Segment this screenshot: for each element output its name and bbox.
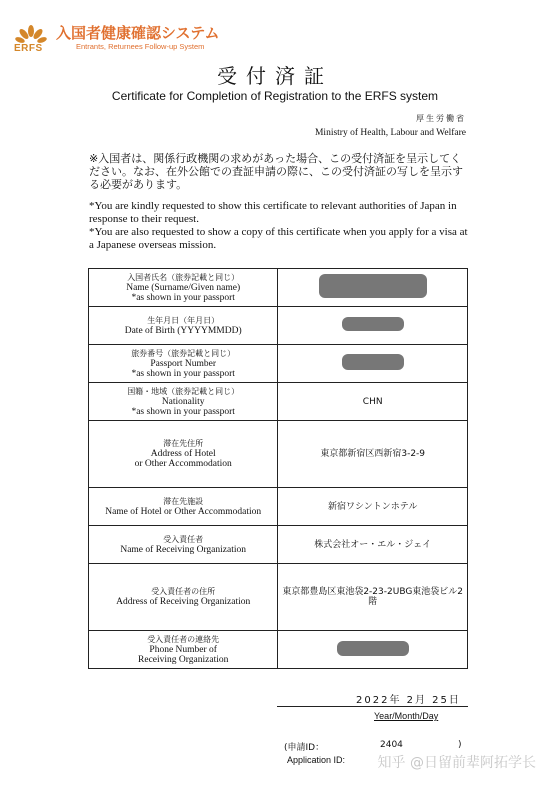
row-value-text: 株式会社オー・エル・ジェイ — [314, 539, 432, 550]
row-label-en: Passport Number — [150, 358, 217, 369]
redaction-block — [342, 354, 404, 370]
row-label-en: Date of Birth (YYYYMMDD) — [124, 325, 242, 336]
row-label-en: *as shown in your passport — [131, 368, 235, 379]
row-value-text: 新宿ワシントンホテル — [328, 501, 418, 512]
info-row — [89, 526, 468, 564]
info-row — [89, 307, 468, 345]
row-value — [278, 269, 468, 307]
row-label — [89, 488, 278, 526]
row-value — [278, 631, 468, 669]
row-label — [89, 383, 278, 421]
info-row — [89, 631, 468, 669]
notice-jp: ※入国者は、関係行政機関の求めがあった場合、この受付済証を呈示してください。なお、在外公館での査証申請の際に、この受付済証の写しを呈示する必要があります。 — [89, 152, 463, 191]
info-row — [89, 269, 468, 307]
row-label-en: Address of Hotel — [150, 449, 216, 459]
row-label-jp: 生年月日（年月日） — [147, 315, 220, 325]
row-label — [89, 631, 278, 669]
brand-name-en: Entrants, Returnees Follow-up System — [76, 42, 205, 51]
row-value — [278, 383, 468, 421]
ministry-name-jp: 厚生労働省 — [416, 114, 466, 123]
row-value — [278, 564, 468, 631]
row-value — [278, 526, 468, 564]
row-label-jp: 旅券番号（旅券記載と同じ） — [131, 348, 236, 358]
application-id-value: 2404 — [380, 740, 403, 750]
info-row — [89, 383, 468, 421]
row-label-en: *as shown in your passport — [131, 406, 235, 417]
info-row — [89, 421, 468, 488]
row-value — [278, 345, 468, 383]
row-label-en: Nationality — [161, 396, 205, 407]
date-format-label: Year/Month/Day — [374, 711, 439, 721]
redaction-block — [337, 641, 409, 656]
row-label-en: Phone Number of — [149, 644, 217, 655]
brand-name-jp: 入国者健康確認システム — [56, 24, 220, 42]
row-label-jp: 受入責任者 — [163, 534, 204, 544]
row-label-en: Name of Receiving Organization — [120, 544, 247, 555]
watermark-text: 知乎 @日留前辈阿拓学长 — [377, 755, 536, 771]
row-label — [89, 307, 278, 345]
row-value-text: 東京都豊島区東池袋2-23-2UBG東池袋ビル2階 — [282, 587, 464, 607]
row-label — [89, 345, 278, 383]
row-label-jp: 滞在先住所 — [163, 439, 204, 448]
row-label — [89, 564, 278, 631]
row-label-en: Receiving Organization — [138, 654, 229, 665]
info-row — [89, 564, 468, 631]
row-value — [278, 488, 468, 526]
notice-en-line-2: *You are also requested to show a copy of this certificate when you apply for a visa at a Japanese overseas mission. — [89, 226, 468, 251]
row-label-jp: 受入責任者の住所 — [151, 587, 216, 596]
row-label-en: *as shown in your passport — [131, 292, 235, 303]
row-value — [278, 307, 468, 345]
row-value-text: 東京都新宿区西新宿3-2-9 — [320, 449, 426, 459]
info-row — [89, 488, 468, 526]
application-id-close: ) — [458, 740, 462, 750]
row-label — [89, 269, 278, 307]
info-row — [89, 345, 468, 383]
row-label — [89, 421, 278, 488]
issue-date: 2022年 2月 25日 — [356, 695, 461, 706]
row-label-jp: 国籍・地域（旅券記載と同じ） — [127, 386, 240, 396]
ministry-name-en: Ministry of Health, Labour and Welfare — [314, 128, 466, 138]
logo-text: ERFS — [14, 43, 43, 54]
row-label-jp: 入国者氏名（旅券記載と同じ） — [127, 272, 240, 282]
redaction-block — [342, 317, 404, 331]
certificate-title-jp: 受付済証 — [217, 64, 333, 88]
application-id-label-jp: (申請ID： — [284, 743, 325, 753]
row-label — [89, 526, 278, 564]
row-label-en: or Other Accommodation — [134, 459, 232, 469]
certificate-title-en: Certificate for Completion of Registration to the ERFS system — [111, 89, 439, 103]
notice-en-line-1: *You are kindly requested to show this certificate to relevant authorities of Japan in response to their request. — [89, 200, 457, 225]
row-label-en: Name of Hotel or Other Accommodation — [105, 506, 262, 517]
row-label-en: Address of Receiving Organization — [116, 597, 251, 607]
registration-info-table — [88, 268, 468, 669]
application-id-label-en: Application ID: — [287, 755, 346, 765]
notice-en — [89, 200, 469, 252]
row-value — [278, 421, 468, 488]
row-label-jp: 滞在先施設 — [163, 496, 204, 506]
date-underline — [277, 706, 468, 707]
redaction-block — [319, 274, 427, 298]
row-value-text: CHN — [362, 396, 383, 407]
row-label-jp: 受入責任者の連絡先 — [147, 634, 220, 644]
row-label-en: Name (Surname/Given name) — [126, 282, 241, 293]
